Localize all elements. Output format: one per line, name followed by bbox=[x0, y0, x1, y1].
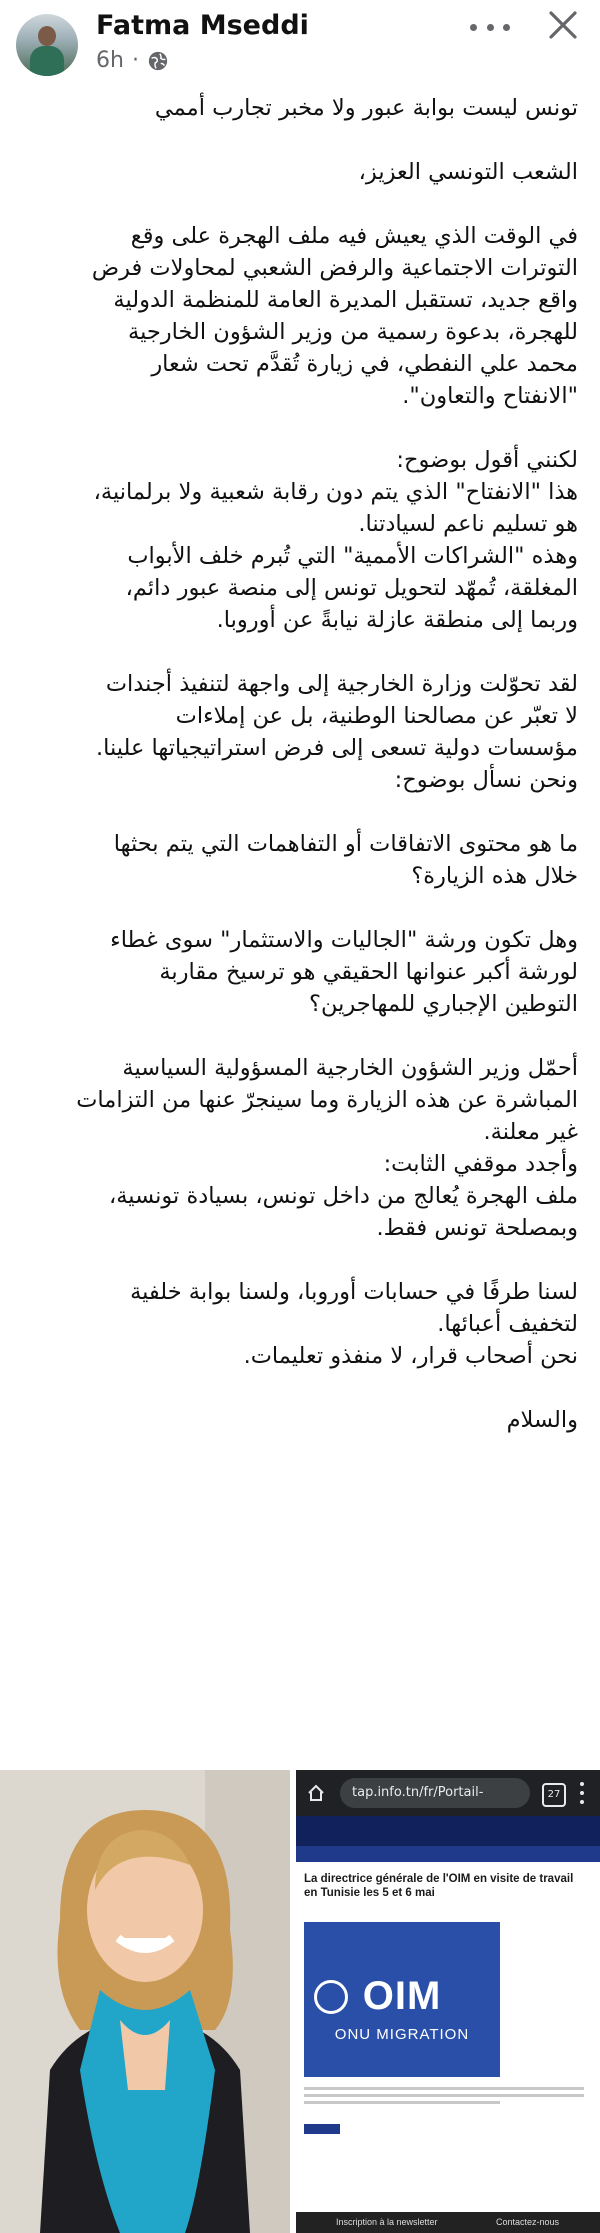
article-page bbox=[296, 1862, 600, 2212]
globe-icon[interactable] bbox=[147, 50, 169, 72]
post-time[interactable]: 6h bbox=[96, 48, 124, 73]
post-header bbox=[0, 0, 600, 90]
post-photos bbox=[0, 1770, 600, 2233]
person-photo[interactable] bbox=[0, 1770, 290, 2233]
close-icon[interactable] bbox=[546, 8, 580, 42]
article-screenshot[interactable] bbox=[296, 1770, 600, 2233]
oim-subtitle: ONU MIGRATION bbox=[334, 2026, 470, 2043]
meta-separator: · bbox=[131, 48, 139, 73]
article-body bbox=[304, 2087, 584, 2108]
post-paragraph: وهل تكون ورشة "الجاليات والاستثمار" سوى غطاء لورشة أكبر عنوانها الحقيقي هو ترسيخ مقاربة التوطين الإجباري للمهاجرين؟ bbox=[110, 927, 578, 1017]
author-avatar[interactable] bbox=[16, 14, 78, 76]
post-text bbox=[22, 92, 578, 1468]
article-button[interactable] bbox=[304, 2124, 340, 2134]
post-paragraph: لسنا طرفًا في حسابات أوروبا، ولسنا بوابة خلفية لتخفيف أعبائها. نحن أصحاب قرار، لا منفذو تعليمات. bbox=[130, 1279, 578, 1369]
post-signoff: والسلام bbox=[506, 1407, 578, 1433]
tabs-count-button[interactable]: 27 bbox=[542, 1783, 566, 1807]
oim-image bbox=[304, 1922, 500, 2077]
home-icon[interactable] bbox=[306, 1783, 326, 1803]
oim-name: OIM bbox=[362, 1974, 442, 2018]
post-paragraph: لكنني أقول بوضوح: هذا "الانفتاح" الذي يتم دون رقابة شعبية ولا برلمانية، هو تسليم ناعم لسيادتنا. وهذه "الشراكات الأممية" التي تُبرم خلف الأبواب المغلقة، تُمهّد لتحويل تونس إلى منصة عبور دائم، وربما إلى منطقة عازلة نيابةً عن أوروبا. bbox=[93, 447, 578, 633]
site-footer bbox=[296, 2212, 600, 2233]
post-paragraph: ما هو محتوى الاتفاقات أو التفاهمات التي يتم بحثها خلال هذه الزيارة؟ bbox=[113, 831, 578, 889]
person-illustration bbox=[0, 1770, 290, 2233]
more-icon[interactable] bbox=[470, 12, 510, 42]
author-name[interactable]: Fatma Mseddi bbox=[96, 10, 309, 41]
post-paragraph-title: تونس ليست بوابة عبور ولا مخبر تجارب أممي bbox=[154, 95, 578, 121]
article-title[interactable]: La directrice générale de l'OIM en visite de travail en Tunisie les 5 et 6 mai bbox=[304, 1873, 574, 1899]
post-paragraph: أحمّل وزير الشؤون الخارجية المسؤولية السياسية المباشرة عن هذه الزيارة وما سينجرّ عنها من التزامات غير معلنة. وأجدد موقفي الثابت: ملف الهجرة يُعالج من داخل تونس، بسيادة تونسية، وبمصلحة تونس فقط. bbox=[76, 1055, 578, 1241]
url-text: tap.info.tn/fr/Portail- bbox=[352, 1785, 484, 1800]
browser-menu-icon[interactable] bbox=[580, 1782, 584, 1804]
newsletter-link[interactable]: Inscription à la newsletter bbox=[336, 2217, 438, 2227]
site-header bbox=[296, 1816, 600, 1846]
browser-toolbar bbox=[296, 1770, 600, 1816]
post-meta bbox=[96, 48, 169, 73]
post-paragraph: في الوقت الذي يعيش فيه ملف الهجرة على وقع التوترات الاجتماعية والرفض الشعبي لمحاولات فرض واقع جديد، تستقبل المديرة العامة للمنظمة الدولية للهجرة، بدعوة رسمية من وزير الشؤون الخارجية محمد علي النفطي، في زيارة تُقدَّم تحت شعار "الانفتاح والتعاون". bbox=[91, 223, 578, 409]
post-paragraph: لقد تحوّلت وزارة الخارجية إلى واجهة لتنفيذ أجندات لا تعبّر عن مصالحنا الوطنية، بل عن إملاءات مؤسسات دولية تسعى إلى فرض استراتيجياتها علينا. ونحن نسأل بوضوح: bbox=[95, 671, 578, 793]
post-paragraph: الشعب التونسي العزيز، bbox=[358, 159, 578, 185]
contact-link[interactable]: Contactez-nous bbox=[496, 2217, 560, 2227]
site-nav bbox=[296, 1846, 600, 1862]
url-bar[interactable] bbox=[340, 1778, 530, 1808]
